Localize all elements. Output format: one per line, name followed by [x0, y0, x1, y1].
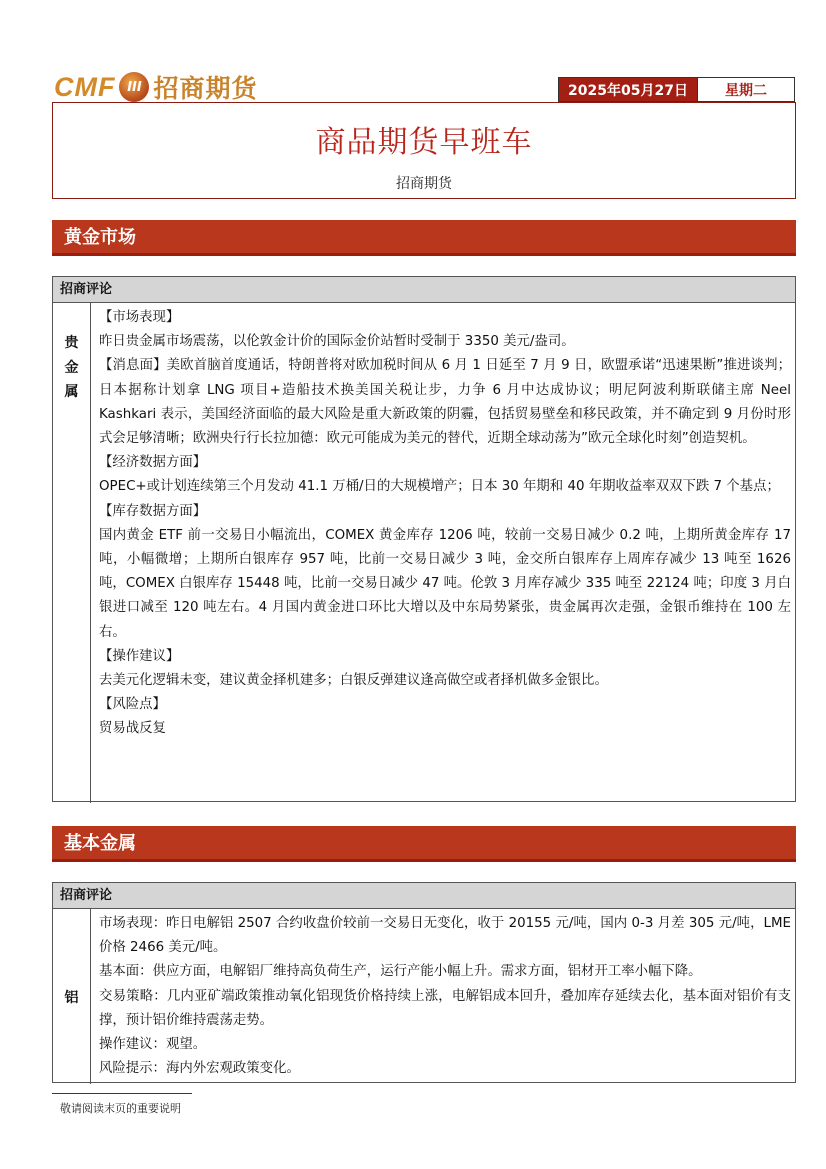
side-char: 金	[64, 359, 79, 376]
category-label-precious-metals	[53, 303, 91, 803]
paragraph: 【风险点】	[99, 697, 166, 713]
page-subtitle: 招商期货	[396, 176, 452, 192]
paragraph: 交易策略：几内亚矿端政策推动氧化铝现货价格持续上涨，电解铝成本回升，叠加库存延续去化，基本面对铝价有支撑，预计铝价维持震荡走势。	[99, 988, 791, 1028]
paragraph: 【经济数据方面】	[99, 455, 207, 471]
paragraph: 贸易战反复	[99, 721, 166, 737]
category-label-aluminum	[53, 909, 91, 1084]
paragraph: 操作建议：观望。	[99, 1037, 207, 1053]
page-title: 商品期货早班车	[315, 125, 533, 160]
side-char: 贵	[64, 335, 79, 351]
paragraph: 【消息面】美欧首脑首度通话，特朗普将对欧加税时间从 6 月 1 日延至 7 月 9 日，欧盟承诺“迅速果断”推进谈判；日本据称计划拿 LNG 项目+造船技术换美国关税让步，力争 6 月中达成协议；明尼阿波利斯联储主席 Neel Kashkari 表示，美国经济面临的最大风险是重大新政策的阴霾，包括贸易壁垒和移民政策，并不确定到 9 月份时形式会足够清晰；欧洲央行行长拉加德：欧元可能成为美元的替代，近期全球动荡为”欧元全球化时刻”创造契机。	[99, 358, 791, 447]
paragraph: OPEC+或计划连续第三个月发动 41.1 万桶/日的大规模增产；日本 30 年期和 40 年期收益率双双下跌 7 个基点；	[99, 479, 780, 495]
logo-company-name: 招商期货	[153, 74, 258, 103]
logo-text: CMF	[54, 71, 116, 102]
section-header-gold: 黄金市场	[52, 220, 796, 256]
company-logo	[54, 70, 258, 104]
footer-note: 敬请阅读末页的重要说明	[60, 1102, 181, 1115]
paragraph: 风险提示：海内外宏观政策变化。	[99, 1061, 300, 1077]
gold-comment-text	[91, 303, 795, 803]
title-box	[52, 102, 796, 199]
paragraph: 国内黄金 ETF 前一交易日小幅流出，COMEX 黄金库存 1206 吨，较前一交易日减少 0.2 吨，上期所黄金库存 17 吨，小幅微增；上期所白银库存 957 吨，比前一交易日减少 3 吨，金交所白银库存上周库存减少 13 吨至 1626 吨，COMEX 白银库存 15448 吨，比前一交易日减少 47 吨。伦敦 3 月库存减少 335 吨至 22124 吨；印度 3 月白银进口减至 120 吨左右。4 月国内黄金进口环比大增以及中东局势紧张，贵金属再次走强，金银币维持在 100 左右。	[99, 527, 791, 640]
paragraph: 【市场表现】	[99, 310, 180, 325]
paragraph: 【库存数据方面】	[99, 503, 207, 519]
paragraph: 基本面：供应方面，电解铝厂维持高负荷生产，运行产能小幅上升。需求方面，铝材开工率小幅下降。	[99, 964, 702, 980]
paragraph: 昨日贵金属市场震荡，以伦敦金计价的国际金价站暂时受制于 3350 美元/盎司。	[99, 334, 575, 350]
gold-comment-panel	[52, 276, 796, 802]
report-date: 2025年05月27日	[558, 77, 698, 102]
section-header-base-metals: 基本金属	[52, 826, 796, 862]
footer-divider	[52, 1093, 192, 1094]
panel-heading: 招商评论	[53, 883, 795, 909]
paragraph: 【操作建议】	[99, 648, 180, 664]
panel-heading: 招商评论	[53, 277, 795, 303]
report-weekday: 星期二	[698, 77, 795, 102]
side-char: 铝	[64, 989, 79, 1006]
aluminum-comment-text	[91, 909, 795, 1084]
logo-badge-icon: III	[119, 72, 149, 102]
side-char: 属	[64, 384, 79, 400]
base-metals-comment-panel	[52, 882, 796, 1083]
paragraph: 去美元化逻辑未变，建议黄金择机建多；白银反弹建议逢高做空或者择机做多金银比。	[99, 673, 608, 689]
paragraph: 市场表现：昨日电解铝 2507 合约收盘价较前一交易日无变化，收于 20155 元/吨，国内 0-3 月差 305 元/吨，LME 价格 2466 美元/吨。	[99, 916, 791, 956]
